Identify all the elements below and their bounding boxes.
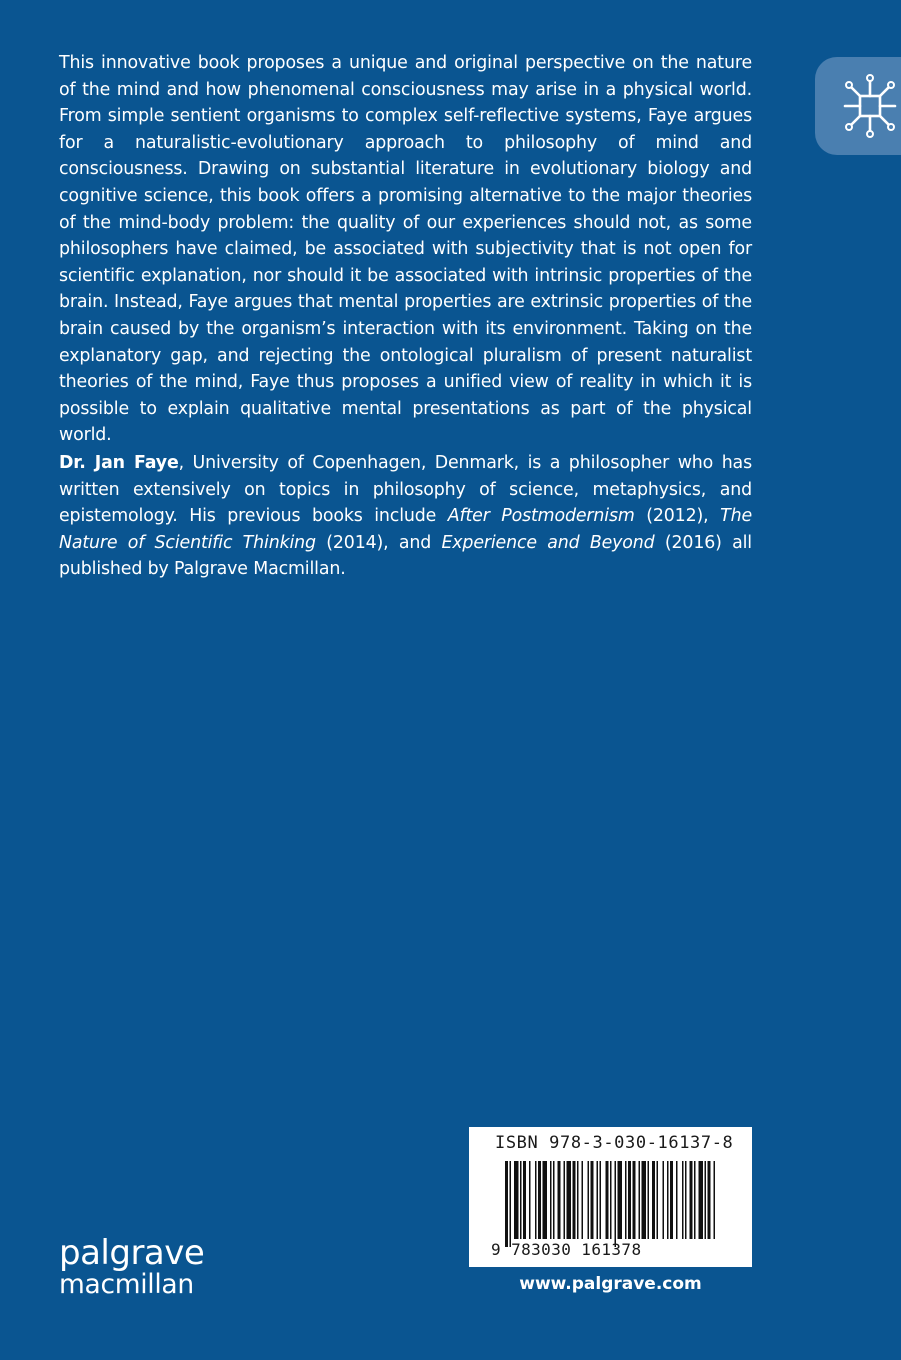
barcode-bar (591, 1161, 594, 1239)
book-title-1: After Postmodernism (447, 506, 635, 527)
bio-text-4: (2016) all published by Palgrave Macmillan. (59, 532, 752, 580)
barcode-bar (694, 1161, 696, 1239)
barcode-bar (663, 1161, 665, 1239)
barcode-bar (535, 1161, 537, 1239)
barcode-bar (558, 1161, 561, 1239)
publisher-logo-line2: macmillan (59, 1269, 194, 1300)
barcode-bar (510, 1161, 512, 1247)
isbn-barcode-box (469, 1127, 752, 1300)
barcode-bar (682, 1161, 684, 1239)
barcode-bar (600, 1161, 602, 1239)
barcode-bar (648, 1161, 650, 1239)
series-badge (815, 57, 901, 155)
barcode-bar (543, 1161, 548, 1239)
barcode-bar (618, 1161, 623, 1239)
barcode-bar (505, 1161, 508, 1247)
barcode-bar (699, 1161, 704, 1239)
network-node-icon (843, 73, 897, 139)
barcode-bar (588, 1161, 590, 1239)
barcode-bar (582, 1161, 584, 1239)
barcode-bar (652, 1161, 655, 1239)
barcode-bar (642, 1161, 647, 1239)
barcode-bar (597, 1161, 599, 1239)
barcode (505, 1161, 717, 1247)
barcode-bar (670, 1161, 673, 1239)
publisher-logo (59, 1233, 205, 1300)
barcode-bar (615, 1161, 617, 1247)
barcode-bar (577, 1161, 579, 1239)
barcode-bar (708, 1161, 711, 1239)
barcode-bar (639, 1161, 641, 1239)
barcode-bar (685, 1161, 687, 1239)
book-title-2: The Nature of Scientific Thinking (59, 506, 752, 553)
barcode-bar (538, 1161, 541, 1239)
barcode-bar (657, 1161, 659, 1239)
barcode-bar (705, 1161, 707, 1239)
author-name: Dr. Jan Faye (59, 453, 179, 473)
book-blurb: This innovative book proposes a unique and original perspective on the nature of the mind and how phenomenal consciousness may arise in a physical world. From simple sentient organisms to complex self-reflective systems, Faye argues for a naturalistic-evolutionary approach to philosophy of mind and consciousness. Drawing on substantial literature in evolutionary biology and cognitive science, this book offers a promising alternative to the major theories of the mind-body problem: the quality of our experiences should not, as some philosophers have claimed, be associated with subjectivity that is not open for scientific explanation, nor should it be associated with intrinsic properties of the brain. Instead, Faye argues that mental properties are extrinsic properties of the brain caused by the organism’s interaction with its environment. Taking on the explanatory gap, and rejecting the ontological pluralism of present naturalist theories of the mind, Faye thus proposes a unified view of reality in which it is possible to explain qualitative mental presentations as part of the physical world. (59, 53, 752, 446)
author-bio (59, 450, 752, 583)
barcode-digits: 9 783030 161378 (491, 1240, 642, 1259)
barcode-bar (628, 1161, 631, 1239)
barcode-bar (714, 1161, 716, 1239)
barcode-bar (573, 1161, 576, 1239)
barcode-bar (690, 1161, 693, 1239)
barcode-bar (520, 1161, 522, 1239)
barcode-bar (523, 1161, 526, 1239)
barcode-bar (553, 1161, 555, 1239)
publisher-url: www.palgrave.com (469, 1267, 752, 1300)
barcode-bar (676, 1161, 678, 1239)
bio-text-3: (2014), and (315, 532, 442, 553)
barcode-bar (567, 1161, 572, 1239)
barcode-bar (667, 1161, 669, 1239)
book-title-3: Experience and Beyond (441, 532, 655, 553)
isbn-label: ISBN 978-3-030-16137-8 (495, 1133, 734, 1153)
barcode-bar (610, 1161, 612, 1239)
bio-text-2: (2012), (634, 506, 721, 527)
barcode-bar (564, 1161, 566, 1239)
barcode-bar (514, 1161, 519, 1239)
bio-text-1: , University of Copenhagen, Denmark, is a philosopher who has written extensively on topics in philosophy of science, metaphysics, and epistemology. His previous books include (59, 453, 752, 527)
publisher-logo-line1: palgrave (59, 1233, 205, 1273)
barcode-bar (606, 1161, 609, 1239)
barcode-bar (529, 1161, 531, 1239)
barcode-bar (625, 1161, 627, 1239)
barcode-bar (633, 1161, 636, 1239)
barcode-bar (550, 1161, 552, 1239)
